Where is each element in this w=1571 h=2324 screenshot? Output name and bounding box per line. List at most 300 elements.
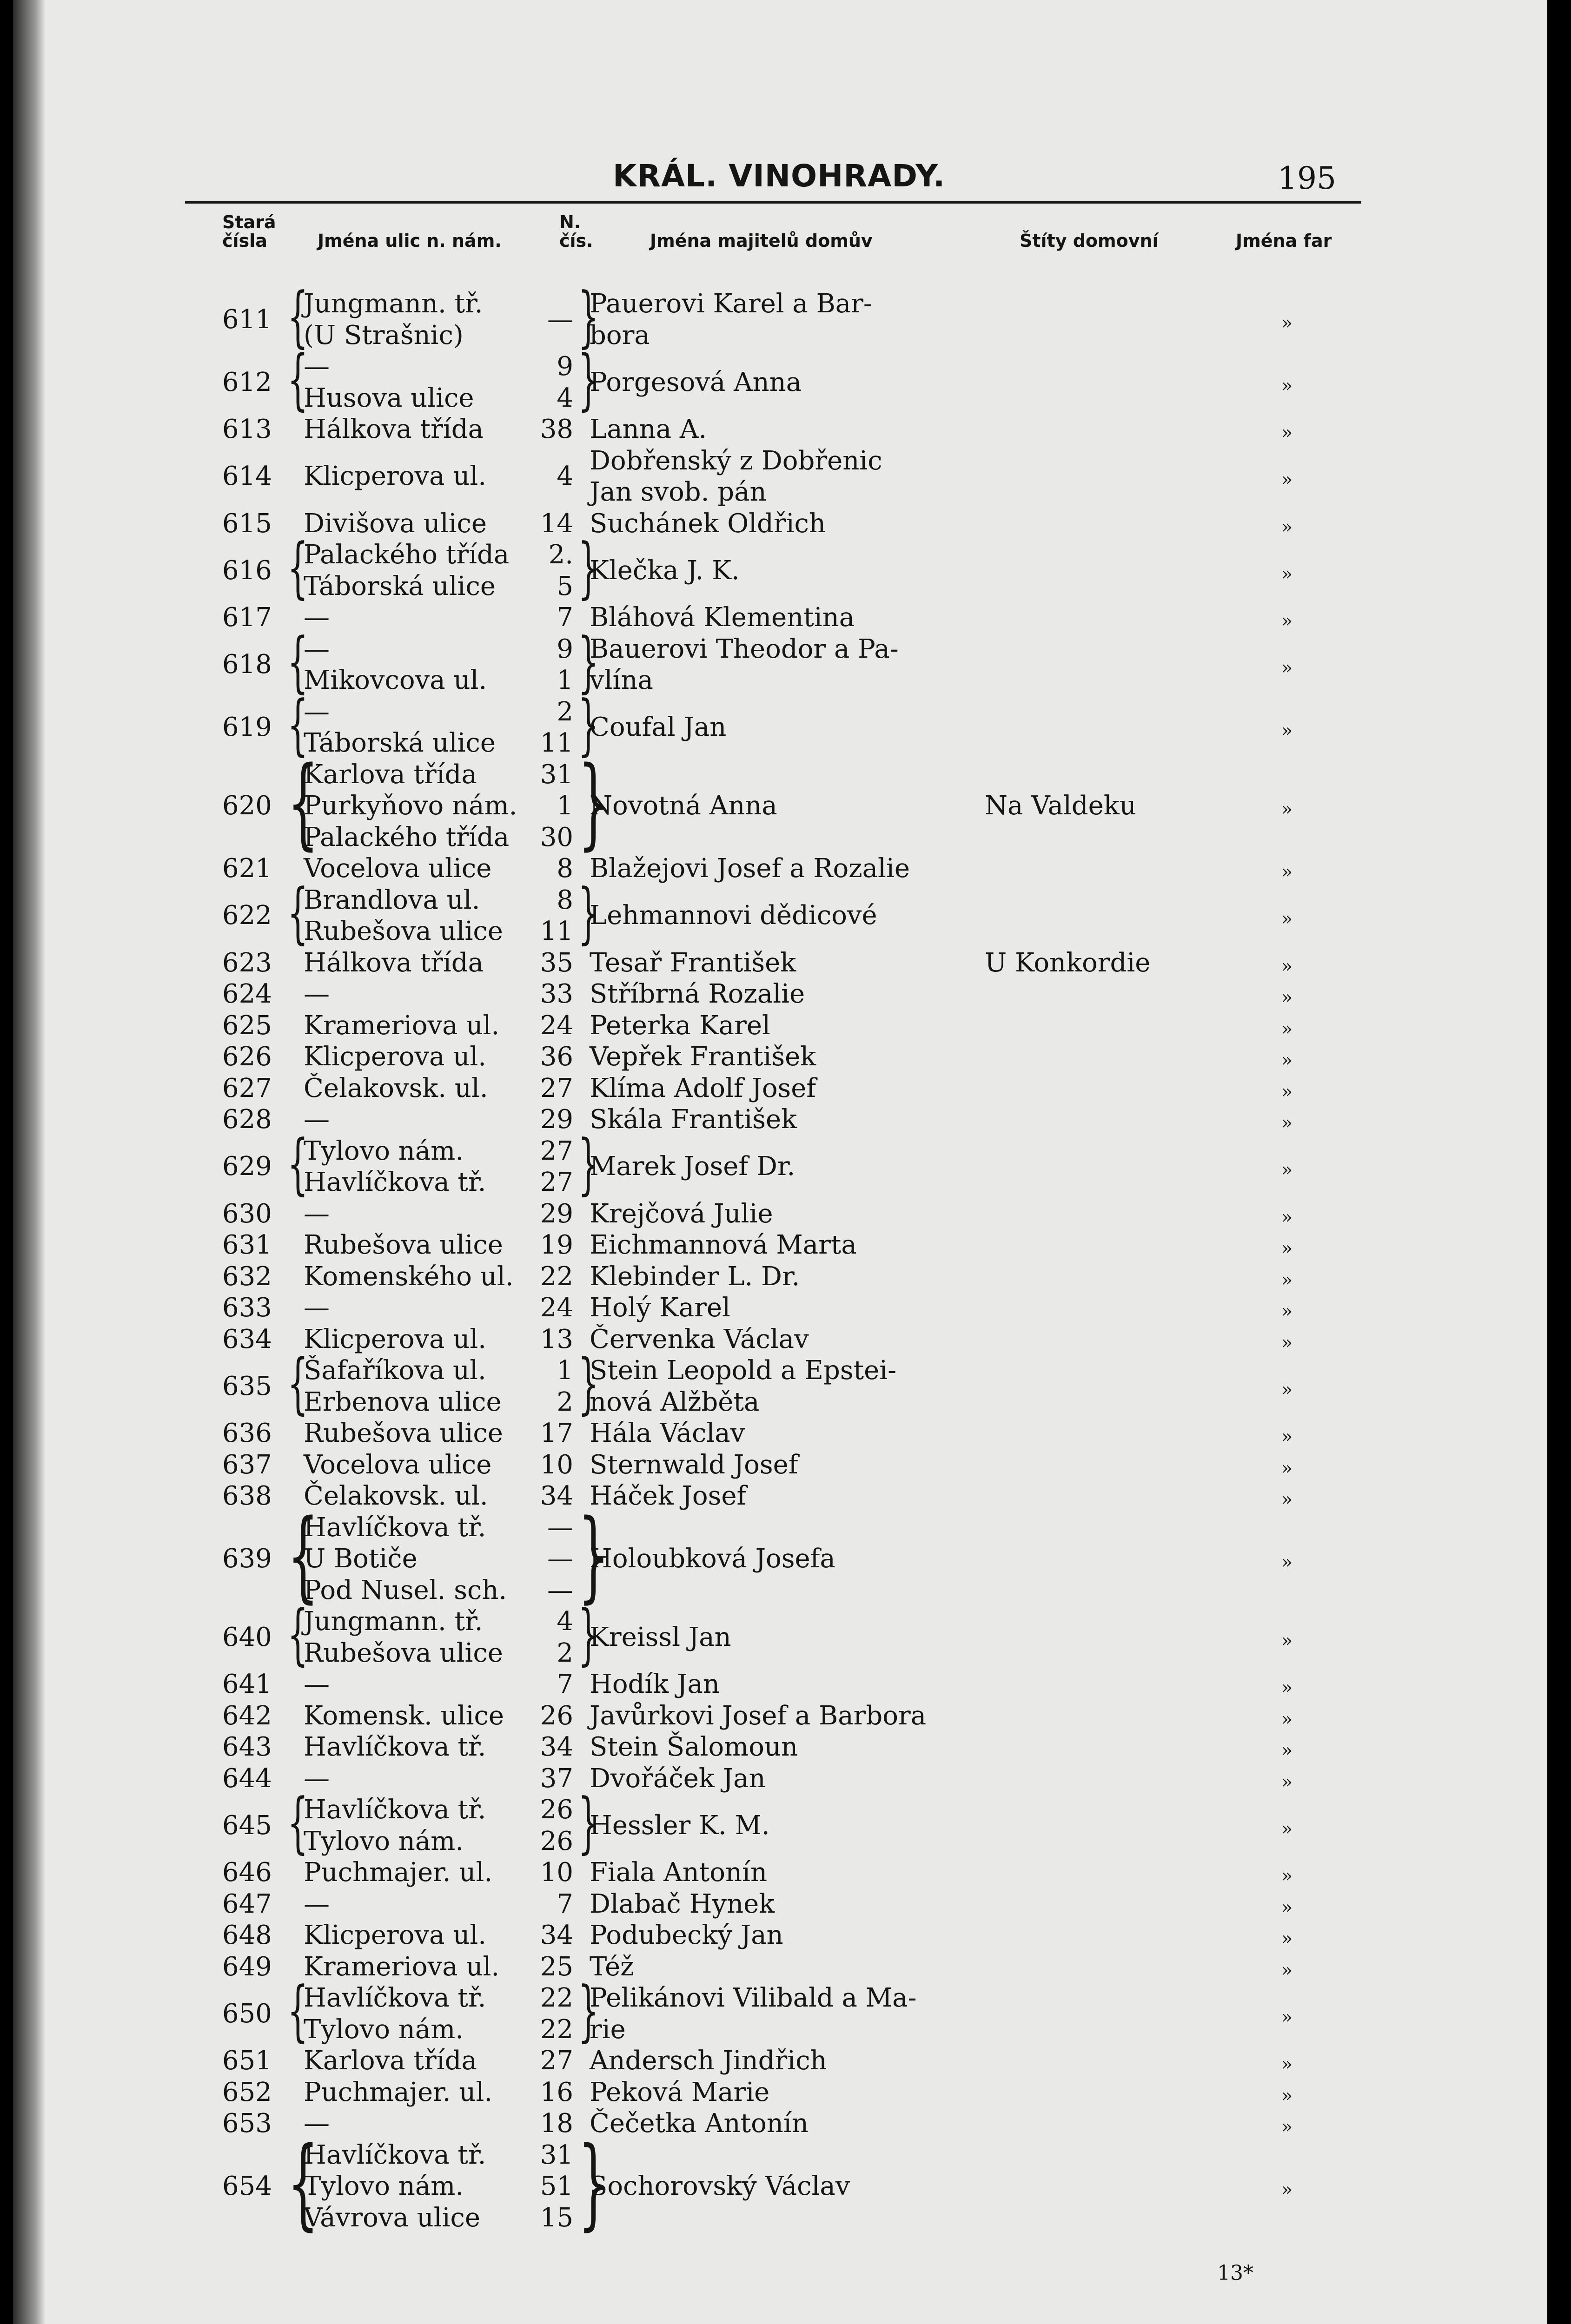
parish-ditto: » xyxy=(1281,1959,1293,1981)
right-brace: } xyxy=(578,341,599,418)
parish-ditto: » xyxy=(1281,1238,1293,1259)
owner-name: Fiala Antonín xyxy=(590,1857,768,1888)
street-name: — xyxy=(304,351,330,382)
parish-ditto: » xyxy=(1281,1457,1293,1479)
old-number: 614 xyxy=(222,461,272,492)
parish-ditto: » xyxy=(1281,657,1293,679)
table-row xyxy=(13,1041,1547,1073)
left-brace: { xyxy=(287,686,309,763)
owner-name: nová Alžběta xyxy=(590,1386,760,1417)
house-number: 4 xyxy=(557,461,573,492)
street-name: Vocelova ulice xyxy=(304,1449,492,1480)
owner-name: Kreissl Jan xyxy=(590,1622,731,1652)
owner-name: Peková Marie xyxy=(590,2077,770,2107)
house-number: 9 xyxy=(557,634,573,664)
old-number: 645 xyxy=(222,1810,272,1841)
house-number: 34 xyxy=(540,1920,573,1950)
left-brace: { xyxy=(287,1596,309,1673)
owner-name: Coufal Jan xyxy=(590,712,727,743)
street-name: Rubešova ulice xyxy=(304,916,503,946)
street-name: — xyxy=(304,1198,330,1229)
street-name: (U Strašnic) xyxy=(304,320,464,350)
table-row xyxy=(13,1857,1547,1888)
old-number: 644 xyxy=(222,1763,272,1794)
owner-name: Bláhová Klementina xyxy=(590,602,855,633)
table-row xyxy=(13,2045,1547,2077)
parish-ditto: » xyxy=(1281,375,1293,396)
old-number: 615 xyxy=(222,508,272,539)
running-header-title: KRÁL. VINOHRADY. xyxy=(613,158,946,194)
house-number: 25 xyxy=(540,1951,573,1982)
old-number: 638 xyxy=(222,1481,272,1511)
house-number: 10 xyxy=(540,1857,573,1888)
old-number: 635 xyxy=(222,1371,272,1401)
house-number: 27 xyxy=(540,1136,573,1166)
parish-ditto: » xyxy=(1281,908,1293,930)
right-brace: } xyxy=(578,2126,610,2241)
owner-name: Jan svob. pán xyxy=(590,477,767,507)
house-number: 5 xyxy=(557,571,573,601)
owner-name: Podubecký Jan xyxy=(590,1920,783,1950)
owner-name: Tesař František xyxy=(590,947,796,978)
owner-name: Pelikánovi Vilibald a Ma- xyxy=(590,1983,917,2013)
street-name: Tylovo nám. xyxy=(304,2014,464,2045)
owner-name: Porgesová Anna xyxy=(590,367,802,397)
old-number: 617 xyxy=(222,602,272,633)
old-number: 611 xyxy=(222,304,272,335)
column-header-sign: Štíty domovní xyxy=(1020,231,1159,251)
old-number: 651 xyxy=(222,2046,272,2076)
owner-name: Červenka Václav xyxy=(590,1324,809,1354)
parish-ditto: » xyxy=(1281,1112,1293,1134)
left-brace: { xyxy=(287,341,309,418)
street-name: — xyxy=(304,979,330,1009)
old-number: 643 xyxy=(222,1732,272,1762)
right-brace: } xyxy=(578,745,610,860)
street-name: Havlíčkova tř. xyxy=(304,2139,486,2170)
old-number: 654 xyxy=(222,2171,272,2201)
old-number: 623 xyxy=(222,947,272,978)
table-row xyxy=(13,1888,1547,1920)
parish-ditto: » xyxy=(1281,563,1293,585)
parish-ditto: » xyxy=(1281,1708,1293,1730)
owner-name: Lehmannovi dědicové xyxy=(590,900,877,931)
street-name: Jungmann. tř. xyxy=(304,289,483,319)
table-row xyxy=(13,2077,1547,2108)
house-number: 13 xyxy=(540,1324,573,1354)
street-name: Husova ulice xyxy=(304,383,474,413)
house-number: 34 xyxy=(540,1732,573,1762)
old-number: 613 xyxy=(222,414,272,444)
owner-name: Dvořáček Jan xyxy=(590,1763,766,1794)
old-number: 653 xyxy=(222,2108,272,2139)
house-number: 24 xyxy=(540,1010,573,1041)
street-name: Tylovo nám. xyxy=(304,2171,464,2201)
old-number: 642 xyxy=(222,1700,272,1731)
table-row xyxy=(13,1292,1547,1324)
owner-name: Hessler K. M. xyxy=(590,1810,770,1841)
street-name: Hálkova třída xyxy=(304,947,484,978)
table-row xyxy=(13,1731,1547,1763)
table-row xyxy=(13,1449,1547,1481)
owner-name: Peterka Karel xyxy=(590,1010,770,1041)
house-number: 26 xyxy=(540,1826,573,1856)
street-name: Rubešova ulice xyxy=(304,1418,503,1448)
owner-name: Hála Václav xyxy=(590,1418,745,1448)
parish-ditto: » xyxy=(1281,799,1293,820)
house-number: 26 xyxy=(540,1795,573,1825)
old-number: 636 xyxy=(222,1418,272,1448)
old-number: 612 xyxy=(222,367,272,397)
street-name: — xyxy=(304,1763,330,1794)
table-row xyxy=(13,1261,1547,1293)
parish-ditto: » xyxy=(1281,1018,1293,1040)
street-name: Krameriova ul. xyxy=(304,1951,500,1982)
street-name: Komensk. ulice xyxy=(304,1700,504,1731)
column-header-owner: Jména majitelů domův xyxy=(650,231,873,251)
parish-ditto: » xyxy=(1281,1426,1293,1447)
table-row xyxy=(13,853,1547,885)
house-number: 22 xyxy=(540,1983,573,2013)
house-number: 4 xyxy=(557,1606,573,1637)
street-name: Tylovo nám. xyxy=(304,1826,464,1856)
table-row xyxy=(13,1784,1547,1861)
old-number: 634 xyxy=(222,1324,272,1354)
old-number: 618 xyxy=(222,649,272,680)
table-row xyxy=(13,1010,1547,1042)
parish-ditto: » xyxy=(1281,861,1293,883)
parish-ditto: » xyxy=(1281,2006,1293,2028)
old-number: 624 xyxy=(222,979,272,1009)
street-name: Pod Nusel. sch. xyxy=(304,1575,507,1605)
parish-ditto: » xyxy=(1281,1865,1293,1887)
street-name: — xyxy=(304,1669,330,1699)
table-row xyxy=(13,1973,1547,2049)
left-brace: { xyxy=(287,1498,319,1613)
house-number: 27 xyxy=(540,1073,573,1103)
left-brace: { xyxy=(287,623,309,700)
owner-name: Hodík Jan xyxy=(590,1669,720,1699)
house-number: 22 xyxy=(540,2014,573,2045)
table-row xyxy=(13,1125,1547,1202)
owner-name: Blažejovi Josef a Rozalie xyxy=(590,853,910,884)
old-number: 628 xyxy=(222,1104,272,1135)
table-row xyxy=(13,1104,1547,1136)
right-brace: } xyxy=(578,1498,610,1613)
house-number: 19 xyxy=(540,1230,573,1260)
table-row xyxy=(13,2108,1547,2139)
owner-name: Klebinder L. Dr. xyxy=(590,1261,800,1292)
table-row xyxy=(13,278,1547,355)
table-row xyxy=(13,1345,1547,1422)
parish-ditto: » xyxy=(1281,1489,1293,1510)
left-brace: { xyxy=(287,874,309,951)
house-number: 2 xyxy=(557,696,573,727)
house-number: 29 xyxy=(540,1198,573,1229)
street-name: — xyxy=(304,2108,330,2139)
parish-ditto: » xyxy=(1281,2085,1293,2106)
house-number: 35 xyxy=(540,947,573,978)
house-number: 11 xyxy=(540,916,573,946)
street-name: Klicperova ul. xyxy=(304,1324,487,1354)
owner-name: Skála František xyxy=(590,1104,797,1135)
table-row xyxy=(13,1073,1547,1104)
table-row xyxy=(13,1920,1547,1951)
house-number: 9 xyxy=(557,351,573,382)
street-name: Vocelova ulice xyxy=(304,853,492,884)
house-number: — xyxy=(547,1512,573,1543)
street-name: Puchmajer. ul. xyxy=(304,2077,493,2107)
left-brace: { xyxy=(287,745,319,860)
street-name: Divišova ulice xyxy=(304,508,487,539)
left-brace: { xyxy=(287,1125,309,1202)
house-number: 27 xyxy=(540,2046,573,2076)
owner-name: Pauerovi Karel a Bar- xyxy=(590,289,872,319)
owner-name: Marek Josef Dr. xyxy=(590,1151,795,1182)
table-row xyxy=(13,874,1547,951)
street-name: Mikovcova ul. xyxy=(304,665,487,695)
old-number: 626 xyxy=(222,1042,272,1072)
old-number: 616 xyxy=(222,555,272,586)
house-number: 29 xyxy=(540,1104,573,1135)
parish-ditto: » xyxy=(1281,1552,1293,1573)
street-name: Palackého třída xyxy=(304,822,510,852)
right-brace: } xyxy=(578,1784,599,1861)
house-sign: Na Valdeku xyxy=(985,791,1136,821)
owner-name: rie xyxy=(590,2014,626,2045)
street-name: U Botiče xyxy=(304,1544,418,1574)
table-row xyxy=(13,341,1547,418)
street-name: — xyxy=(304,696,330,727)
street-name: — xyxy=(304,1293,330,1323)
street-name: Havlíčkova tř. xyxy=(304,1983,486,2013)
owner-name: bora xyxy=(590,320,650,350)
owner-name: Andersch Jindřich xyxy=(590,2046,827,2076)
column-header-parish: Jména far xyxy=(1236,231,1332,251)
table-row xyxy=(13,602,1547,634)
house-number: 2 xyxy=(557,1637,573,1668)
table-row xyxy=(13,1951,1547,1983)
parish-ditto: » xyxy=(1281,1379,1293,1400)
old-number: 630 xyxy=(222,1198,272,1229)
old-number: 631 xyxy=(222,1230,272,1260)
street-name: Havlíčkova tř. xyxy=(304,1167,486,1197)
owner-name: Suchánek Oldřich xyxy=(590,508,826,539)
house-number: 7 xyxy=(557,1888,573,1919)
house-number: 4 xyxy=(557,383,573,413)
house-number: 36 xyxy=(540,1042,573,1072)
old-number: 640 xyxy=(222,1622,272,1652)
owner-name: Holý Karel xyxy=(590,1293,730,1323)
right-brace: } xyxy=(578,623,599,700)
street-name: Klicperova ul. xyxy=(304,1042,487,1072)
street-name: Vávrova ulice xyxy=(304,2202,481,2233)
signature-mark: 13* xyxy=(1217,2261,1253,2285)
house-number: 31 xyxy=(540,759,573,790)
header-rule xyxy=(185,201,1361,204)
street-name: Šafaříkova ul. xyxy=(304,1355,486,1386)
owner-name: Eichmannová Marta xyxy=(590,1230,857,1260)
street-name: Čelakovsk. ul. xyxy=(304,1073,488,1103)
house-number: 1 xyxy=(557,665,573,695)
old-number: 622 xyxy=(222,900,272,931)
parish-ditto: » xyxy=(1281,2179,1293,2200)
left-brace: { xyxy=(287,1345,309,1422)
parish-ditto: » xyxy=(1281,2053,1293,2075)
old-number: 641 xyxy=(222,1669,272,1699)
house-number: 8 xyxy=(557,885,573,915)
table-row xyxy=(13,445,1547,508)
house-number: 27 xyxy=(540,1167,573,1197)
old-number: 625 xyxy=(222,1010,272,1041)
street-name: Klicperova ul. xyxy=(304,1920,487,1950)
table-row xyxy=(13,1669,1547,1700)
table-row xyxy=(13,2126,1547,2241)
right-brace: } xyxy=(578,1345,599,1422)
street-name: Rubešova ulice xyxy=(304,1637,503,1668)
left-brace: { xyxy=(287,1973,309,2049)
table-row xyxy=(13,1498,1547,1613)
owner-name: Javůrkovi Josef a Barbora xyxy=(590,1700,927,1731)
street-name: Klicperova ul. xyxy=(304,461,487,492)
table-row xyxy=(13,508,1547,540)
street-name: Brandlova ul. xyxy=(304,885,480,915)
owner-name: Krejčová Julie xyxy=(590,1198,773,1229)
owner-name: vlína xyxy=(590,665,653,695)
parish-ditto: » xyxy=(1281,1332,1293,1353)
owner-name: Též xyxy=(590,1951,634,1982)
table-row xyxy=(13,978,1547,1010)
table-row xyxy=(13,686,1547,763)
right-brace: } xyxy=(578,529,599,606)
house-number: — xyxy=(547,1544,573,1574)
owner-name: Sternwald Josef xyxy=(590,1449,798,1480)
house-number: 2. xyxy=(548,540,573,570)
table-row xyxy=(13,1700,1547,1732)
house-number: 2 xyxy=(557,1386,573,1417)
parish-ditto: » xyxy=(1281,2116,1293,2138)
table-row xyxy=(13,1198,1547,1230)
street-name: Karlova třída xyxy=(304,759,477,790)
old-number: 650 xyxy=(222,1998,272,2029)
parish-ditto: » xyxy=(1281,955,1293,977)
street-name: Táborská ulice xyxy=(304,571,496,601)
table-row xyxy=(13,414,1547,445)
house-number: 7 xyxy=(557,1669,573,1699)
house-number: 14 xyxy=(540,508,573,539)
table-row xyxy=(13,1763,1547,1795)
column-header-house-number: N. čís. xyxy=(559,212,593,251)
owner-name: Dobřenský z Dobřenic xyxy=(590,445,882,476)
table-row xyxy=(13,1480,1547,1512)
owner-name: Bauerovi Theodor a Pa- xyxy=(590,634,899,664)
house-number: — xyxy=(547,1575,573,1605)
house-number: 1 xyxy=(557,1355,573,1386)
column-header-old-number: Stará čísla xyxy=(222,212,276,251)
house-number: 31 xyxy=(540,2139,573,2170)
house-number: 30 xyxy=(540,822,573,852)
parish-ditto: » xyxy=(1281,610,1293,632)
house-number: 33 xyxy=(540,979,573,1009)
table-row xyxy=(13,529,1547,606)
table-row xyxy=(13,1324,1547,1355)
house-number: 34 xyxy=(540,1481,573,1511)
old-number: 633 xyxy=(222,1293,272,1323)
parish-ditto: » xyxy=(1281,1818,1293,1840)
parish-ditto: » xyxy=(1281,1050,1293,1071)
street-name: Komenského ul. xyxy=(304,1261,514,1292)
parish-ditto: » xyxy=(1281,1740,1293,1761)
house-number: 17 xyxy=(540,1418,573,1448)
owner-name: Lanna A. xyxy=(590,414,707,444)
parish-ditto: » xyxy=(1281,469,1293,491)
right-brace: } xyxy=(578,278,599,355)
street-name: Palackého třída xyxy=(304,540,510,570)
old-number: 652 xyxy=(222,2077,272,2107)
street-name: Jungmann. tř. xyxy=(304,1606,483,1637)
old-number: 649 xyxy=(222,1951,272,1982)
street-name: Erbenova ulice xyxy=(304,1386,502,1417)
owner-name: Holoubková Josefa xyxy=(590,1544,835,1574)
house-number: 11 xyxy=(540,728,573,758)
street-name: — xyxy=(304,634,330,664)
parish-ditto: » xyxy=(1281,312,1293,334)
street-name: Rubešova ulice xyxy=(304,1230,503,1260)
street-name: Havlíčkova tř. xyxy=(304,1795,486,1825)
right-brace: } xyxy=(578,1596,599,1673)
house-number: 8 xyxy=(557,853,573,884)
old-number: 619 xyxy=(222,712,272,743)
old-number: 620 xyxy=(222,791,272,821)
house-number: 15 xyxy=(540,2202,573,2233)
table-row xyxy=(13,745,1547,860)
page-number: 195 xyxy=(1278,160,1336,196)
column-header-street: Jména ulic n. nám. xyxy=(318,231,502,251)
house-number: 16 xyxy=(540,2077,573,2107)
street-name: Krameriova ul. xyxy=(304,1010,500,1041)
owner-name: Klečka J. K. xyxy=(590,555,740,586)
parish-ditto: » xyxy=(1281,1677,1293,1698)
house-number: 7 xyxy=(557,602,573,633)
owner-name: Háček Josef xyxy=(590,1481,747,1511)
page xyxy=(13,0,1547,2324)
street-name: Táborská ulice xyxy=(304,728,496,758)
house-sign: U Konkordie xyxy=(985,947,1151,978)
street-name: Karlova třída xyxy=(304,2046,477,2076)
parish-ditto: » xyxy=(1281,720,1293,742)
old-number: 632 xyxy=(222,1261,272,1292)
street-name: Purkyňovo nám. xyxy=(304,791,517,821)
house-number: 10 xyxy=(540,1449,573,1480)
parish-ditto: » xyxy=(1281,422,1293,443)
street-name: Tylovo nám. xyxy=(304,1136,464,1166)
parish-ditto: » xyxy=(1281,1301,1293,1322)
owner-name: Dlabač Hynek xyxy=(590,1888,775,1919)
parish-ditto: » xyxy=(1281,1269,1293,1291)
parish-ditto: » xyxy=(1281,1896,1293,1918)
old-number: 646 xyxy=(222,1857,272,1888)
house-number: 51 xyxy=(540,2171,573,2201)
old-number: 621 xyxy=(222,853,272,884)
old-number: 648 xyxy=(222,1920,272,1950)
parish-ditto: » xyxy=(1281,1771,1293,1793)
left-brace: { xyxy=(287,278,309,355)
owner-name: Vepřek František xyxy=(590,1042,816,1072)
street-name: — xyxy=(304,1888,330,1919)
right-brace: } xyxy=(578,874,599,951)
owner-name: Novotná Anna xyxy=(590,791,777,821)
street-name: Puchmajer. ul. xyxy=(304,1857,493,1888)
